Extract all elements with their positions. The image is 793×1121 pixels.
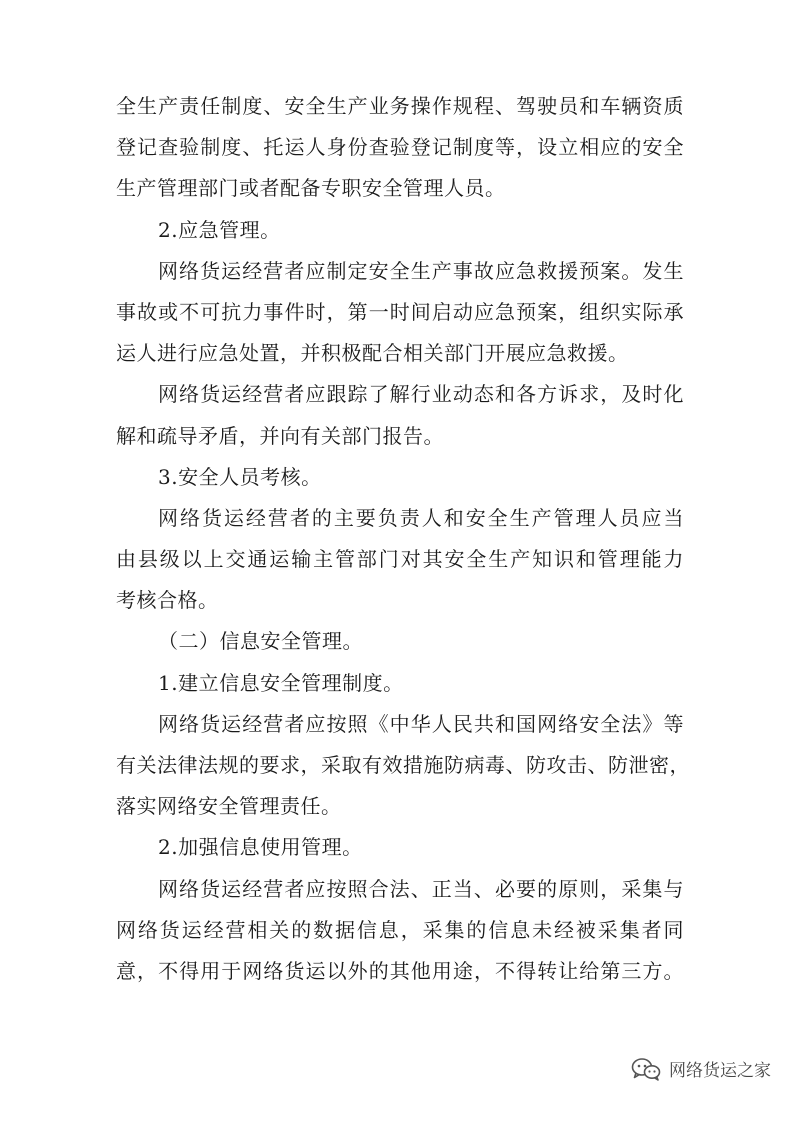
text-line: （二）信息安全管理。 xyxy=(158,629,363,654)
text-line: 运人进行应急处置，并积极配合相关部门开展应急救援。 xyxy=(116,341,629,366)
wechat-icon xyxy=(631,1057,661,1081)
text-line: 考核合格。 xyxy=(116,588,219,613)
text-line: 生产管理部门或者配备专职安全管理人员。 xyxy=(116,176,506,201)
text-line: 网络货运经营者应按照《中华人民共和国网络安全法》等 xyxy=(158,711,684,736)
document-body xyxy=(116,86,690,992)
text-line: 网络货运经营相关的数据信息，采集的信息未经被采集者同 xyxy=(116,917,684,942)
text-line: 网络货运经营者应制定安全生产事故应急救援预案。发生 xyxy=(158,258,684,283)
text-line: 意，不得用于网络货运以外的其他用途，不得转让给第三方。 xyxy=(116,958,684,983)
text-line: 2.加强信息使用管理。 xyxy=(158,835,363,860)
text-line: 登记查验制度、托运人身份查验登记制度等，设立相应的安全 xyxy=(116,135,684,160)
text-line: 2.应急管理。 xyxy=(158,217,281,242)
watermark-label: 网络货运之家 xyxy=(669,1061,771,1081)
text-line: 网络货运经营者应跟踪了解行业动态和各方诉求，及时化 xyxy=(158,382,684,407)
text-line: 1.建立信息安全管理制度。 xyxy=(158,670,404,695)
text-line: 由县级以上交通运输主管部门对其安全生产知识和管理能力 xyxy=(116,547,684,572)
text-line: 网络货运经营者的主要负责人和安全生产管理人员应当 xyxy=(158,505,684,530)
text-line: 全生产责任制度、安全生产业务操作规程、驾驶员和车辆资质 xyxy=(116,94,684,118)
text-line: 3.安全人员考核。 xyxy=(158,464,322,489)
watermark xyxy=(631,1056,771,1081)
text-line: 落实网络安全管理责任。 xyxy=(116,794,342,819)
text-line: 事故或不可抗力事件时，第一时间启动应急预案，组织实际承 xyxy=(116,299,684,324)
text-line: 网络货运经营者应按照合法、正当、必要的原则，采集与 xyxy=(158,876,684,901)
text-line: 解和疏导矛盾，并向有关部门报告。 xyxy=(116,423,444,448)
text-line: 有关法律法规的要求，采取有效措施防病毒、防攻击、防泄密， xyxy=(116,753,690,777)
